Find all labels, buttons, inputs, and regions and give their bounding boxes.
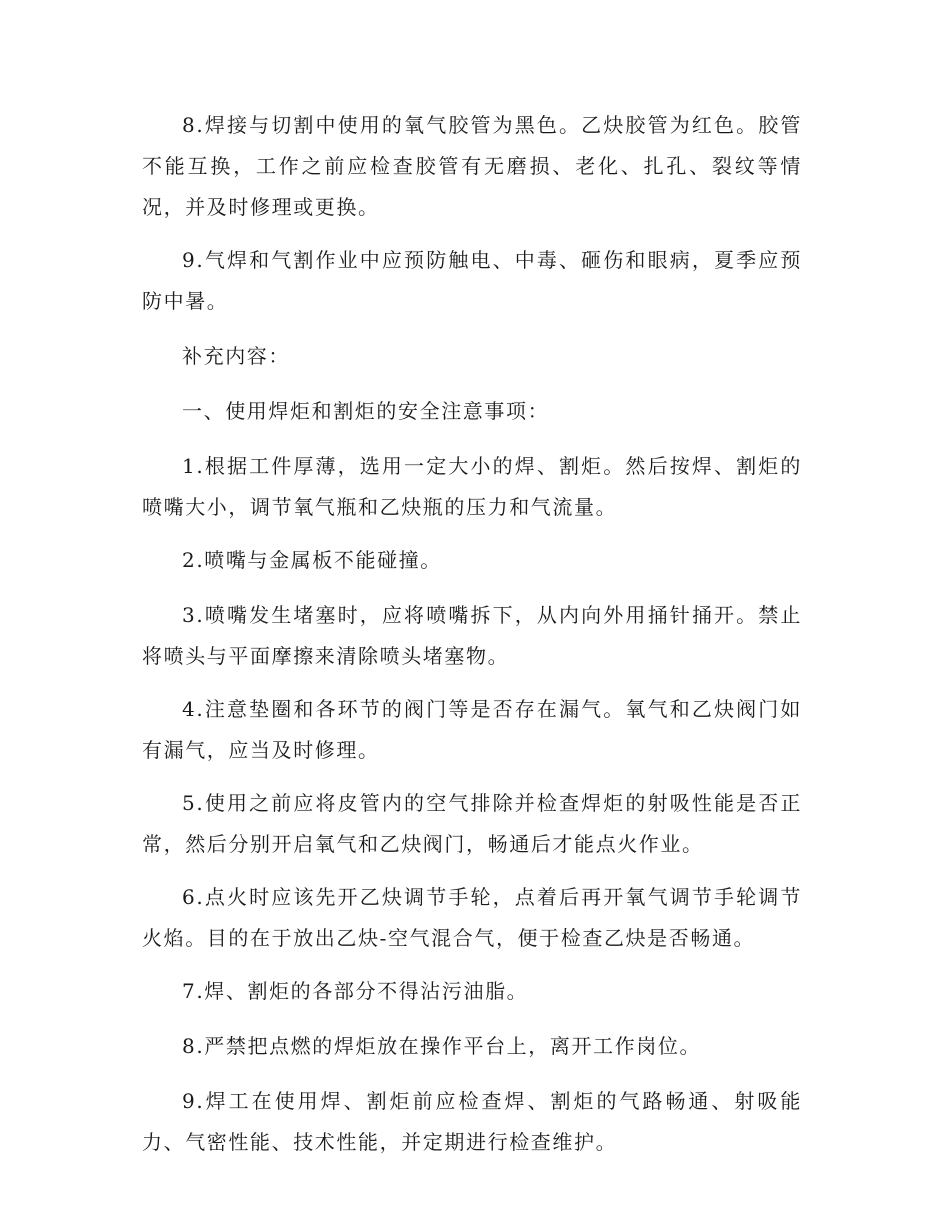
paragraph-item-6: 6.点火时应该先开乙炔调节手轮，点着后再开氧气调节手轮调节火焰。目的在于放出乙炔-空气混合气，便于检查乙炔是否畅通。	[142, 885, 802, 950]
paragraph-item-1: 1.根据工件厚薄，选用一定大小的焊、割炬。然后按焊、割炬的喷嘴大小，调节氧气瓶和乙炔瓶的压力和气流量。	[142, 454, 802, 519]
paragraph-item-4: 4.注意垫圈和各环节的阀门等是否存在漏气。氧气和乙炔阀门如有漏气，应当及时修理。	[142, 697, 802, 762]
paragraph-item-3: 3.喷嘴发生堵塞时，应将喷嘴拆下，从内向外用捅针捅开。禁止将喷头与平面摩擦来清除喷头堵塞物。	[142, 603, 802, 668]
paragraph-item-5: 5.使用之前应将皮管内的空气排除并检查焊炬的射吸性能是否正常，然后分别开启氧气和乙炔阀门，畅通后才能点火作业。	[142, 791, 802, 856]
paragraph-prevention: 9.气焊和气割作业中应预防触电、中毒、砸伤和眼病，夏季应预防中暑。	[142, 248, 802, 313]
paragraph-item-8: 8.严禁把点燃的焊炬放在操作平台上，离开工作岗位。	[182, 1034, 702, 1058]
document-page	[142, 105, 802, 1175]
heading-torch-safety: 一、使用焊炬和割炬的安全注意事项：	[182, 399, 550, 423]
paragraph-item-2: 2.喷嘴与金属板不能碰撞。	[182, 548, 442, 572]
paragraph-item-9: 9.焊工在使用焊、割炬前应检查焊、割炬的气路畅通、射吸能力、气密性能、技术性能，并定期进行检查维护。	[142, 1089, 802, 1154]
heading-supplement: 补充内容：	[182, 344, 290, 368]
paragraph-hose-colors: 8.焊接与切割中使用的氧气胶管为黑色。乙炔胶管为红色。胶管不能互换，工作之前应检查胶管有无磨损、老化、扎孔、裂纹等情况，并及时修理或更换。	[142, 113, 802, 219]
paragraph-item-7: 7.焊、割炬的各部分不得沾污油脂。	[182, 979, 529, 1003]
